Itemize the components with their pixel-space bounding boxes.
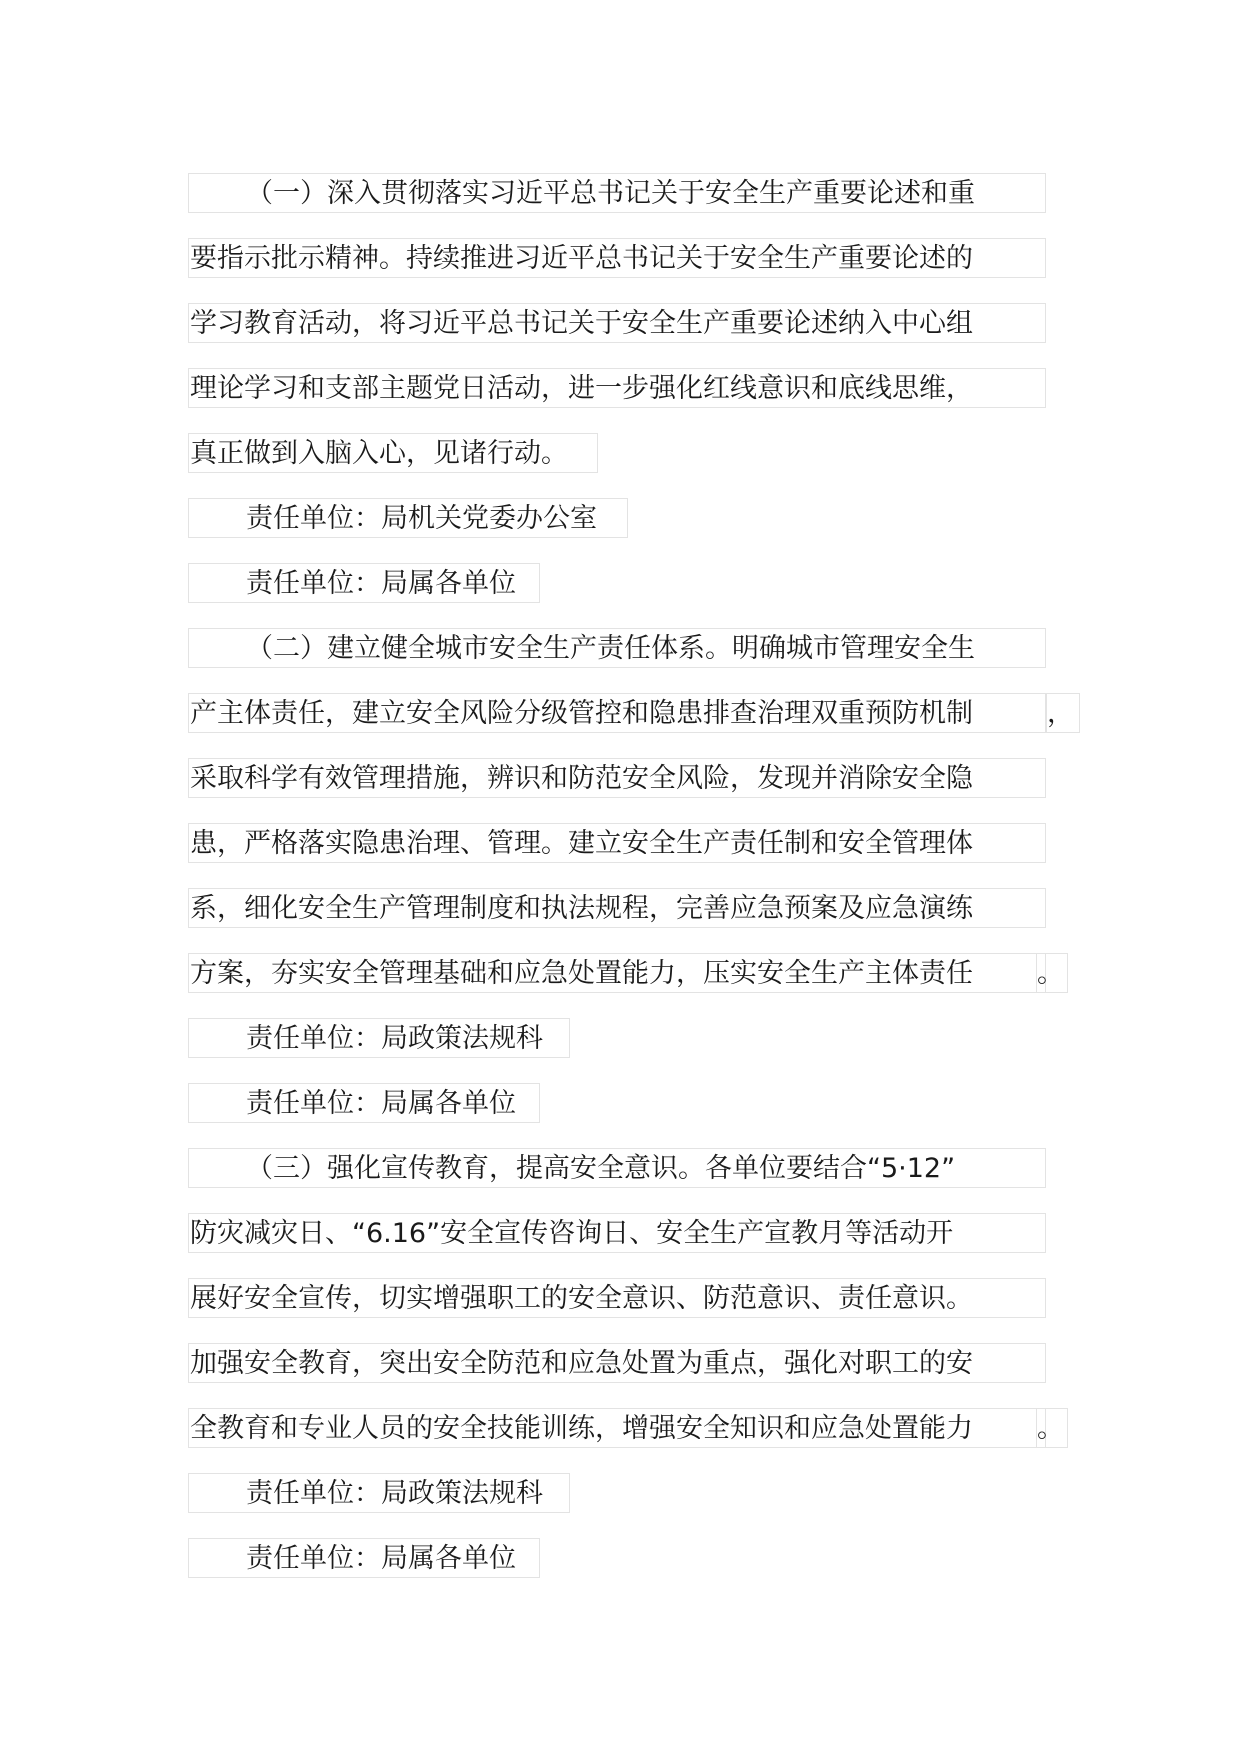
section3-responsible-unit-1: 责任单位：局政策法规科 xyxy=(188,1473,570,1513)
section3-line-2: 防灾减灾日、“6.16”安全宣传咨询日、安全生产宣教月等活动开 xyxy=(188,1213,1046,1253)
section1-line-1: （一）深入贯彻落实习近平总书记关于安全生产重要论述和重 xyxy=(188,173,1046,213)
section2-line-4: 患，严格落实隐患治理、管理。建立安全生产责任制和安全管理体 xyxy=(188,823,1046,863)
section3-line-1: （三）强化宣传教育，提高安全意识。各单位要结合“5·12” xyxy=(188,1148,1046,1188)
section2-line-6-tail: 。 xyxy=(1036,953,1068,993)
section1-responsible-unit-1: 责任单位：局机关党委办公室 xyxy=(188,498,628,538)
section2-line-6: 方案，夯实安全管理基础和应急处置能力，压实安全生产主体责任 xyxy=(188,953,1046,993)
section2-responsible-unit-2: 责任单位：局属各单位 xyxy=(188,1083,540,1123)
section3-line-5-tail: 。 xyxy=(1036,1408,1068,1448)
section2-line-2-tail: ， xyxy=(1046,693,1080,733)
section2-line-3: 采取科学有效管理措施，辨识和防范安全风险，发现并消除安全隐 xyxy=(188,758,1046,798)
section2-line-5: 系，细化安全生产管理制度和执法规程，完善应急预案及应急演练 xyxy=(188,888,1046,928)
section2-responsible-unit-1: 责任单位：局政策法规科 xyxy=(188,1018,570,1058)
section1-line-4: 理论学习和支部主题党日活动，进一步强化红线意识和底线思维， xyxy=(188,368,1046,408)
section3-line-4: 加强安全教育，突出安全防范和应急处置为重点，强化对职工的安 xyxy=(188,1343,1046,1383)
section2-line-2: 产主体责任，建立安全风险分级管控和隐患排查治理双重预防机制 xyxy=(188,693,1046,733)
section1-line-5: 真正做到入脑入心，见诸行动。 xyxy=(188,433,598,473)
section1-responsible-unit-2: 责任单位：局属各单位 xyxy=(188,563,540,603)
section1-line-2: 要指示批示精神。持续推进习近平总书记关于安全生产重要论述的 xyxy=(188,238,1046,278)
section2-line-1: （二）建立健全城市安全生产责任体系。明确城市管理安全生 xyxy=(188,628,1046,668)
section3-line-3: 展好安全宣传，切实增强职工的安全意识、防范意识、责任意识。 xyxy=(188,1278,1046,1318)
section3-line-5: 全教育和专业人员的安全技能训练，增强安全知识和应急处置能力 xyxy=(188,1408,1046,1448)
section3-responsible-unit-2: 责任单位：局属各单位 xyxy=(188,1538,540,1578)
section1-line-3: 学习教育活动，将习近平总书记关于安全生产重要论述纳入中心组 xyxy=(188,303,1046,343)
